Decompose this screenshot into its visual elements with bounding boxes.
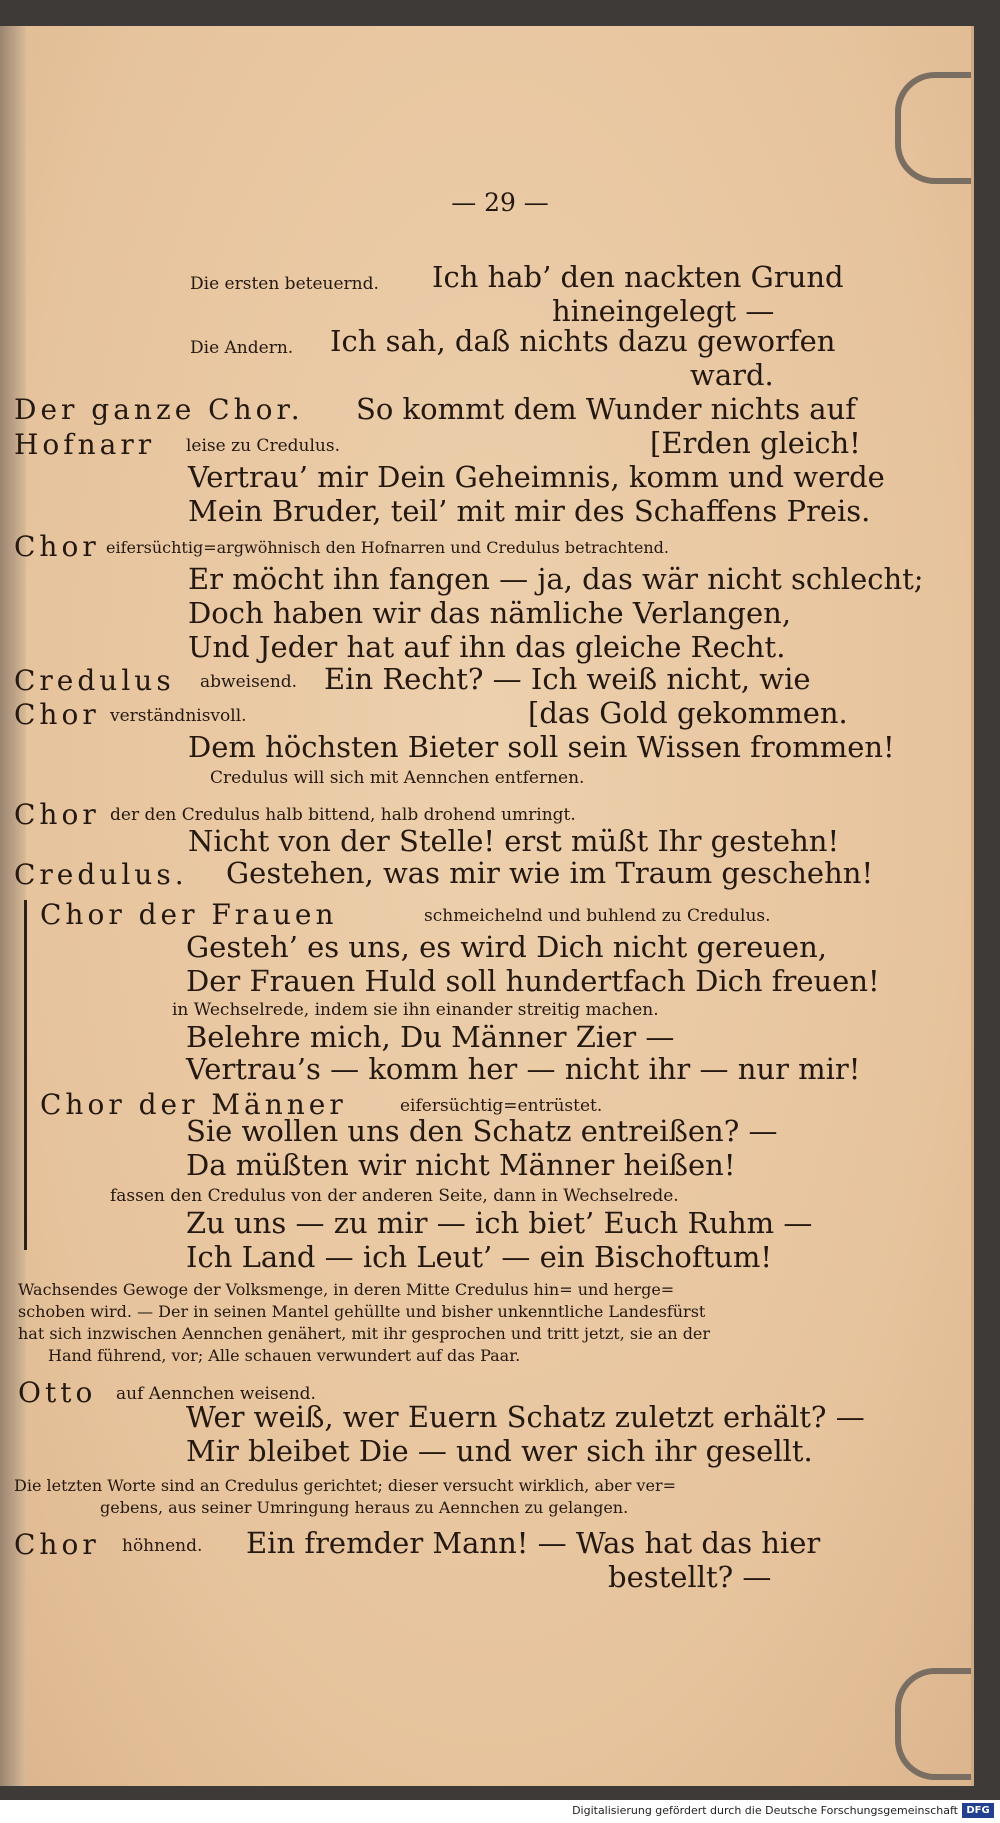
speaker-name: Chor bbox=[14, 698, 100, 731]
verse-line: Mein Bruder, teil’ mit mir des Schaffens Preis. bbox=[188, 494, 871, 528]
stage-direction: abweisend. bbox=[200, 672, 298, 692]
verse-line: Ein Recht? — Ich weiß nicht, wie bbox=[324, 662, 811, 696]
speaker-name: Credulus. bbox=[14, 858, 188, 891]
page-number: — 29 — bbox=[451, 188, 549, 217]
stage-direction: fassen den Credulus von der anderen Seite, dann in Wechselrede. bbox=[110, 1186, 679, 1206]
verse-line: Dem höchsten Bieter soll sein Wissen frommen! bbox=[188, 730, 895, 764]
clip-icon bbox=[895, 72, 971, 184]
verse-line: Ich sah, daß nichts dazu geworfen bbox=[330, 324, 836, 358]
footer-credit: Digitalisierung gefördert durch die Deutsche Forschungsgemeinschaft bbox=[572, 1804, 958, 1817]
stage-direction: verständnisvoll. bbox=[110, 706, 247, 726]
verse-line: So kommt dem Wunder nichts auf bbox=[356, 392, 857, 426]
verse-line: bestellt? — bbox=[608, 1560, 772, 1594]
verse-line: Nicht von der Stelle! erst müßt Ihr gestehn! bbox=[188, 824, 840, 858]
stage-direction: eifersüchtig=argwöhnisch den Hofnarren und Credulus betrachtend. bbox=[106, 538, 669, 557]
speaker-name: Chor der Frauen bbox=[40, 898, 338, 931]
stage-direction: Die letzten Worte sind an Credulus gerichtet; dieser versucht wirklich, aber ver= bbox=[14, 1476, 676, 1495]
stage-direction: höhnend. bbox=[122, 1536, 203, 1556]
stage-direction: eifersüchtig=entrüstet. bbox=[400, 1096, 603, 1116]
speaker-name: Credulus bbox=[14, 664, 175, 697]
stage-direction: leise zu Credulus. bbox=[186, 436, 340, 456]
verse-line: Gestehen, was mir wie im Traum geschehn! bbox=[226, 856, 874, 890]
stage-direction: schoben wird. — Der in seinen Mantel gehüllte und bisher unkenntliche Landesfürst bbox=[18, 1302, 706, 1321]
verse-line: Mir bleibet Die — und wer sich ihr gesellt. bbox=[186, 1434, 813, 1468]
verse-line: Doch haben wir das nämliche Verlangen, bbox=[188, 596, 792, 630]
verse-line: Da müßten wir nicht Männer heißen! bbox=[186, 1148, 736, 1182]
speaker-name: Der ganze Chor. bbox=[14, 393, 304, 426]
speaker-name: Chor bbox=[14, 798, 100, 831]
verse-line: Der Frauen Huld soll hundertfach Dich freuen! bbox=[186, 964, 880, 998]
stage-direction: Wachsendes Gewoge der Volksmenge, in deren Mitte Credulus hin= und herge= bbox=[18, 1280, 675, 1299]
verse-line: Gesteh’ es uns, es wird Dich nicht gereuen, bbox=[186, 930, 827, 964]
verse-line: ward. bbox=[690, 358, 774, 392]
speaker-name: Hofnarr bbox=[14, 428, 156, 461]
verse-line: Vertrau’ mir Dein Geheimnis, komm und werde bbox=[188, 460, 885, 494]
dfg-logo: DFG bbox=[962, 1803, 994, 1818]
verse-line: Ein fremder Mann! — Was hat das hier bbox=[246, 1526, 821, 1560]
verse-line: Ich hab’ den nackten Grund bbox=[432, 260, 844, 294]
verse-line: hineingelegt — bbox=[552, 294, 775, 328]
verse-line: Wer weiß, wer Euern Schatz zuletzt erhält? — bbox=[186, 1400, 865, 1434]
verse-line: [das Gold gekommen. bbox=[528, 696, 848, 730]
stage-direction: schmeichelnd und buhlend zu Credulus. bbox=[424, 906, 771, 926]
verse-line: [Erden gleich! bbox=[650, 426, 861, 460]
verse-line: Zu uns — zu mir — ich biet’ Euch Ruhm — bbox=[186, 1206, 813, 1240]
stage-direction: Die ersten beteuernd. bbox=[190, 274, 379, 294]
verse-line: Sie wollen uns den Schatz entreißen? — bbox=[186, 1114, 778, 1148]
verse-line: Vertrau’s — komm her — nicht ihr — nur mir! bbox=[186, 1052, 861, 1086]
verse-line: Ich Land — ich Leut’ — ein Bischoftum! bbox=[186, 1240, 773, 1274]
speaker-name: Chor der Männer bbox=[40, 1088, 347, 1121]
clip-icon bbox=[895, 1668, 971, 1780]
speaker-name: Otto bbox=[18, 1376, 97, 1409]
verse-line: Er möcht ihn fangen — ja, das wär nicht schlecht; bbox=[188, 562, 924, 596]
stage-direction: Hand führend, vor; Alle schauen verwundert auf das Paar. bbox=[48, 1346, 521, 1365]
stage-direction: auf Aennchen weisend. bbox=[116, 1384, 316, 1404]
stage-direction: Die Andern. bbox=[190, 338, 294, 358]
bracket bbox=[24, 900, 27, 1250]
stage-direction: gebens, aus seiner Umringung heraus zu Aennchen zu gelangen. bbox=[100, 1498, 629, 1517]
stage-direction: hat sich inzwischen Aennchen genähert, mit ihr gesprochen und tritt jetzt, sie an der bbox=[18, 1324, 711, 1343]
spine-shadow bbox=[0, 26, 26, 1786]
verse-line: Und Jeder hat auf ihn das gleiche Recht. bbox=[188, 630, 786, 664]
speaker-name: Chor bbox=[14, 530, 100, 563]
stage-direction: in Wechselrede, indem sie ihn einander streitig machen. bbox=[172, 1000, 659, 1020]
stage-direction: der den Credulus halb bittend, halb drohend umringt. bbox=[110, 805, 576, 825]
verse-line: Belehre mich, Du Männer Zier — bbox=[186, 1020, 675, 1054]
stage-direction: Credulus will sich mit Aennchen entfernen. bbox=[210, 768, 585, 788]
speaker-name: Chor bbox=[14, 1528, 100, 1561]
